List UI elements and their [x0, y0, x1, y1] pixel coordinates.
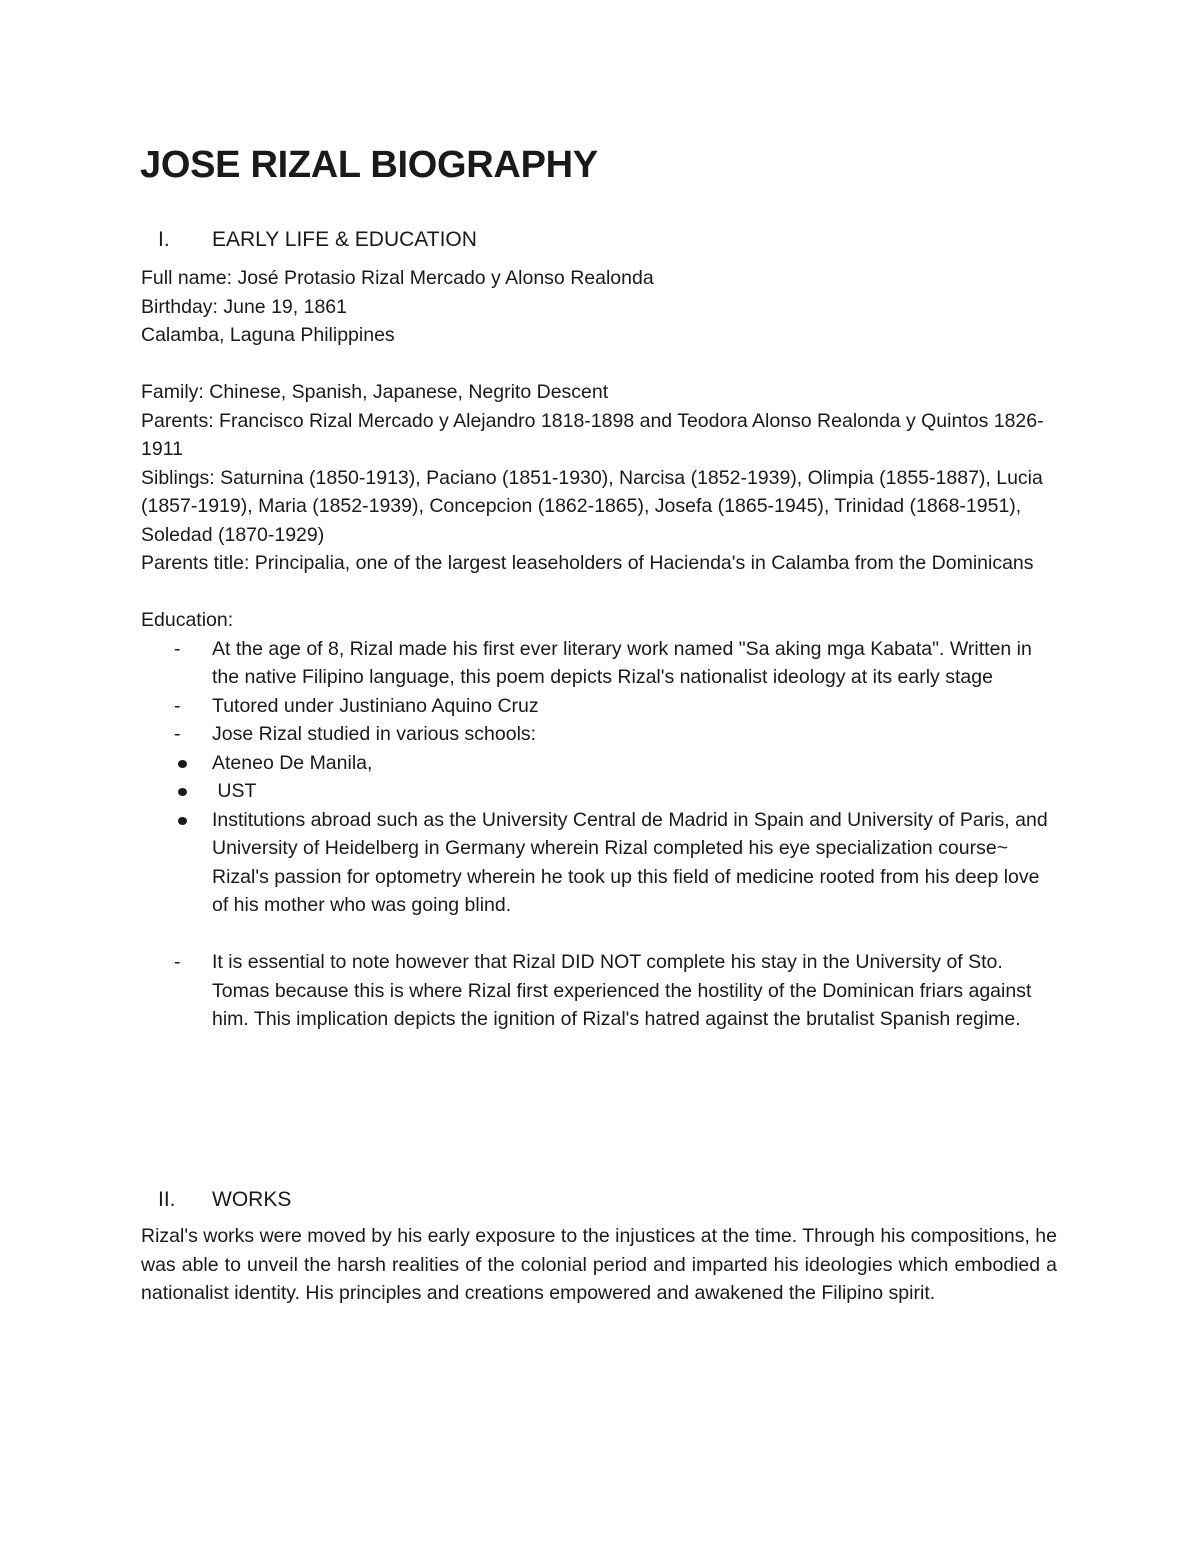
- education-item: [141, 720, 1061, 749]
- dash-marker: -: [174, 951, 181, 973]
- education-item-text: Tutored under Justiniano Aquino Cruz: [212, 694, 539, 717]
- section-title: EARLY LIFE & EDUCATION: [212, 228, 477, 251]
- section-heading-works: [158, 1187, 291, 1213]
- bullet-icon: [178, 788, 187, 796]
- note-item-text: It is essential to note however that Rizal DID NOT complete his stay in the University of Sto. Tomas because this is where Rizal first experienced the hostility of the Dominican friars against him. This implication depicts the ignition of Rizal's hatred against the brutalist Spanish regime.: [212, 951, 1032, 1030]
- education-label: Education:: [141, 609, 234, 631]
- section-heading-early-life: [158, 227, 477, 253]
- section-number: I.: [158, 228, 170, 251]
- birthday-line: Birthday: June 19, 1861: [141, 295, 347, 318]
- school-item-text: Institutions abroad such as the University Central de Madrid in Spain and University of Paris, and University of Heidelberg in Germany wherein Rizal completed his eye specialization course~ Rizal's passion for optometry wherein he took up this field of medicine rooted from his deep love of his mother who was going blind.: [212, 808, 1048, 916]
- school-item-text: Ateneo De Manila,: [212, 751, 373, 774]
- education-item: [141, 692, 1061, 721]
- bullet-icon: [178, 817, 187, 825]
- document-title: JOSE RIZAL BIOGRAPHY: [140, 144, 598, 186]
- birthplace-line: Calamba, Laguna Philippines: [141, 324, 395, 346]
- parents-line: Parents: Francisco Rizal Mercado y Alejandro 1818-1898 and Teodora Alonso Realonda y Quintos 1826-1911: [141, 409, 1044, 460]
- note-item: [141, 948, 1061, 1034]
- school-item: [141, 806, 1061, 920]
- education-item-text: At the age of 8, Rizal made his first ever literary work named "Sa aking mga Kabata". Written in the native Filipino language, this poem depicts Rizal's nationalist ideology at its early stage: [212, 637, 1032, 688]
- section-number: II.: [158, 1188, 176, 1211]
- works-block: [141, 1222, 1057, 1308]
- works-paragraph: Rizal's works were moved by his early exposure to the injustices at the time. Through his compositions, he was able to unveil the harsh realities of the colonial period and imparted his ideologies which embodied a nationalist identity. His principles and creations empowered and awakened the Filipino spirit.: [141, 1225, 1057, 1304]
- full-name-line: Full name: José Protasio Rizal Mercado y Alonso Realonda: [141, 267, 654, 289]
- early-life-block: [141, 264, 1061, 1034]
- school-item: [141, 777, 1061, 806]
- school-item: [141, 749, 1061, 778]
- dash-marker: -: [174, 637, 181, 660]
- school-item-text: UST: [212, 780, 257, 802]
- dash-marker: -: [174, 723, 181, 745]
- dash-marker: -: [174, 694, 181, 717]
- spacer: [141, 350, 1061, 379]
- education-item-text: Jose Rizal studied in various schools:: [212, 723, 537, 745]
- siblings-line: Siblings: Saturnina (1850-1913), Paciano (1851-1930), Narcisa (1852-1939), Olimpia (1855-1887), Lucia (1857-1919), Maria (1852-1939), Concepcion (1862-1865), Josefa (1865-1945), Trinidad (1868-1951), Soledad (1870-1929): [141, 466, 1043, 546]
- education-item: [141, 635, 1061, 692]
- family-line: Family: Chinese, Spanish, Japanese, Negrito Descent: [141, 381, 609, 403]
- education-list: [141, 635, 1061, 1034]
- spacer: [141, 578, 1061, 607]
- section-title: WORKS: [212, 1188, 292, 1211]
- bullet-icon: [178, 760, 187, 768]
- spacer: [141, 920, 1061, 949]
- parents-title-line: Parents title: Principalia, one of the largest leaseholders of Hacienda's in Calamba from the Dominicans: [141, 552, 1034, 574]
